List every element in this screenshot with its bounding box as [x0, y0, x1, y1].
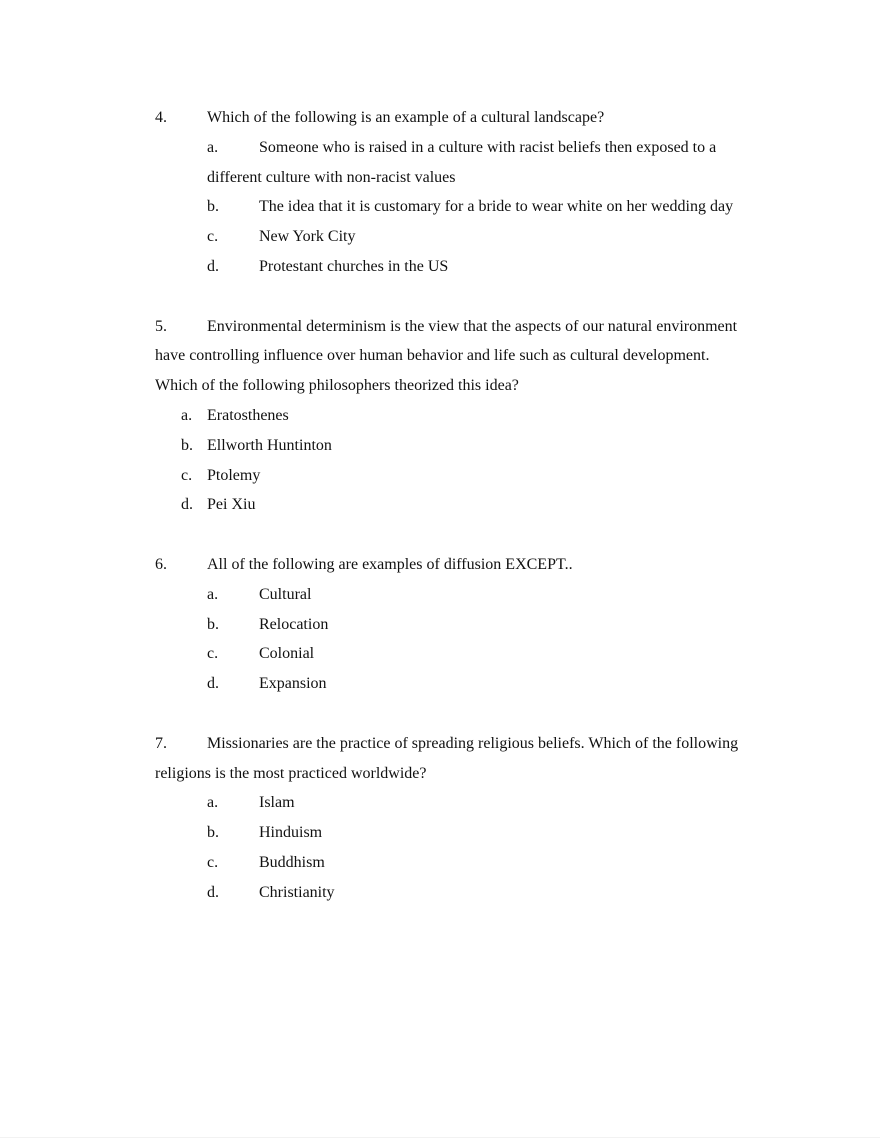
option-letter: a.	[181, 406, 193, 424]
option-letter: b.	[207, 824, 219, 842]
option-d	[155, 252, 775, 282]
question-text: have controlling influence over human behavior and life such as cultural development.	[155, 347, 710, 365]
option-letter: c.	[181, 466, 193, 484]
option-c	[155, 848, 775, 878]
option-text: The idea that it is customary for a bride to wear white on her wedding day	[259, 198, 734, 216]
option-letter: c.	[207, 853, 219, 871]
option-text: Cultural	[259, 585, 312, 603]
option-letter: a.	[207, 794, 219, 812]
question-text: Missionaries are the practice of spreading religious beliefs. Which of the following	[207, 734, 739, 752]
option-d	[155, 878, 775, 908]
option-letter: b.	[207, 615, 219, 633]
option-letter: c.	[207, 645, 219, 663]
option-a	[155, 788, 775, 818]
option-text: Ptolemy	[207, 466, 261, 484]
question-stem	[155, 103, 775, 133]
question-7	[155, 729, 775, 908]
option-text: New York City	[259, 228, 356, 246]
option-text: Relocation	[259, 615, 329, 633]
option-letter: d.	[181, 496, 193, 514]
option-text: Islam	[259, 794, 295, 812]
question-number: 7.	[155, 734, 167, 752]
option-letter: b.	[181, 436, 193, 454]
option-d	[155, 490, 775, 520]
option-text: Someone who is raised in a culture with racist beliefs then exposed to a	[259, 138, 717, 156]
question-text: Which of the following is an example of a cultural landscape?	[207, 109, 605, 126]
option-text: Pei Xiu	[207, 496, 256, 514]
question-text: Environmental determinism is the view that the aspects of our natural environment	[207, 317, 738, 335]
option-a	[155, 401, 775, 431]
option-b	[155, 610, 775, 640]
option-text: Expansion	[259, 675, 327, 693]
question-number: 4.	[155, 109, 167, 126]
option-text: Hinduism	[259, 824, 323, 842]
option-text: Buddhism	[259, 853, 325, 871]
option-b	[155, 192, 775, 222]
option-letter: d.	[207, 257, 219, 275]
question-5	[155, 312, 775, 521]
question-stem-line-2	[155, 759, 775, 789]
option-letter: d.	[207, 675, 219, 693]
question-4	[155, 103, 775, 282]
question-stem-line-3	[155, 371, 775, 401]
option-letter: a.	[207, 585, 219, 603]
option-a	[155, 580, 775, 610]
question-stem	[155, 729, 775, 759]
option-text: Colonial	[259, 645, 315, 663]
question-text: All of the following are examples of diffusion EXCEPT..	[207, 555, 573, 573]
option-text: Ellworth Huntinton	[207, 436, 332, 454]
option-d	[155, 669, 775, 699]
question-list	[155, 103, 775, 937]
question-stem-line-2	[155, 341, 775, 371]
option-a-continuation	[155, 163, 775, 193]
option-text-continuation: different culture with non-racist values	[207, 168, 456, 186]
option-letter: b.	[207, 198, 219, 216]
question-text: religions is the most practiced worldwide?	[155, 764, 427, 782]
option-c	[155, 222, 775, 252]
option-b	[155, 818, 775, 848]
question-number: 5.	[155, 317, 167, 335]
option-b	[155, 431, 775, 461]
option-letter: a.	[207, 138, 219, 156]
option-c	[155, 639, 775, 669]
option-letter: c.	[207, 228, 219, 246]
option-text: Christianity	[259, 883, 335, 901]
option-letter: d.	[207, 883, 219, 901]
option-a	[155, 133, 775, 163]
question-stem	[155, 550, 775, 580]
question-stem	[155, 312, 775, 342]
option-c	[155, 461, 775, 491]
option-text: Protestant churches in the US	[259, 257, 449, 275]
question-6	[155, 550, 775, 699]
question-text: Which of the following philosophers theorized this idea?	[155, 377, 519, 395]
option-text: Eratosthenes	[207, 406, 289, 424]
question-number: 6.	[155, 555, 167, 573]
